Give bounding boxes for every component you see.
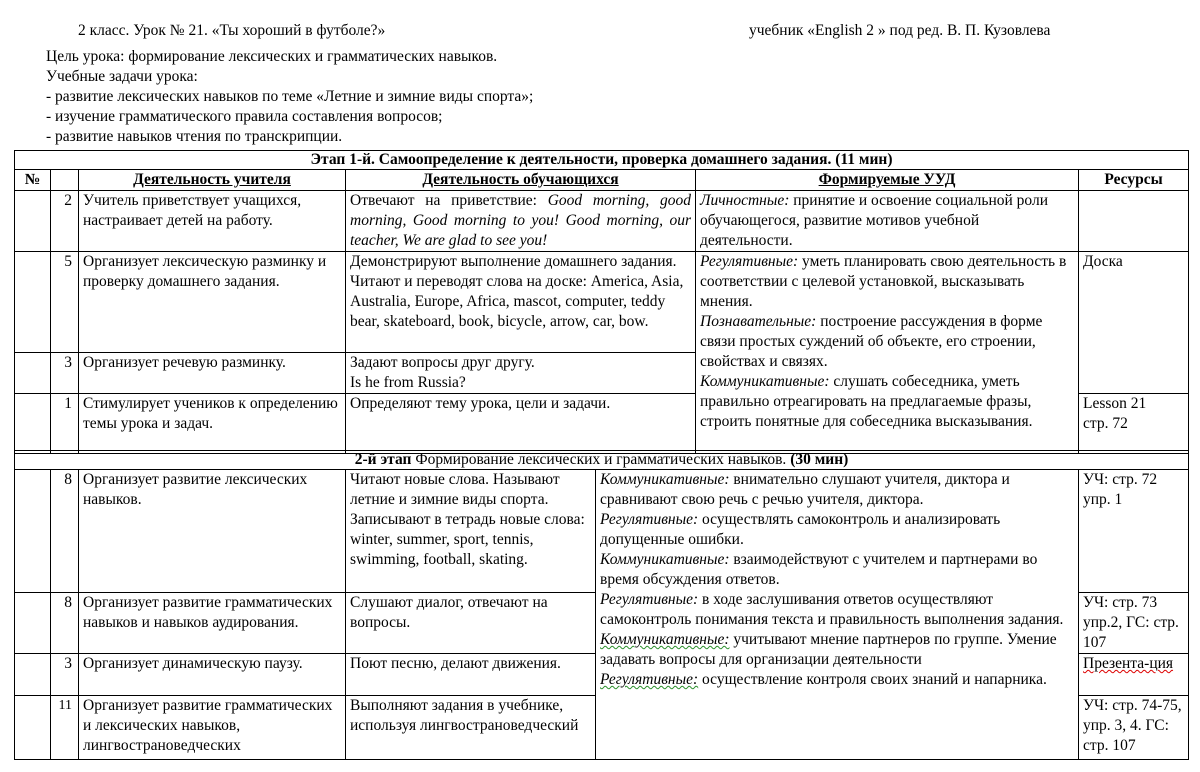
uud-label: Коммуникативные: bbox=[600, 631, 730, 648]
student-activity: Слушают диалог, отвечают на вопросы. bbox=[346, 593, 596, 654]
uud-text: уметь планировать свою деятельность в соответствии с целевой установкой, высказывать мнения. bbox=[700, 253, 1067, 310]
uud-personal bbox=[696, 191, 1079, 252]
uud-text: слушать собеседника, уметь правильно отреагировать на предлагаемые фразы, строить понятные для собеседника высказывания. bbox=[700, 373, 1033, 430]
student-activity: Демонстрируют выполнение домашнего задания. Читают и переводят слова на доске: America, Asia, Australia, Europe, Africa, mascot, computer, teddy bear, skateboard, book, bicycle, arrow, car, bow. bbox=[346, 252, 696, 353]
resource bbox=[1079, 394, 1189, 454]
col-uud: Формируемые УУД bbox=[696, 170, 1079, 191]
minutes: 3 bbox=[51, 353, 79, 394]
uud-label: Регулятивные: bbox=[700, 253, 799, 270]
stage2-time: (30 мин) bbox=[790, 451, 849, 468]
lesson-goal: Цель урока: формирование лексических и грамматических навыков. bbox=[46, 48, 498, 65]
uud-text: внимательно слушают учителя, диктора и сравнивают свою речь с речью учителя, диктора. bbox=[600, 471, 1010, 508]
uud-group bbox=[696, 252, 1079, 454]
student-text: Задают вопросы друг другу. bbox=[350, 354, 535, 371]
resource: Презента-ция bbox=[1079, 654, 1189, 696]
uud-text: осуществление контроля своих знаний и напарника. bbox=[698, 671, 1047, 688]
stage2-name: Формирование лексических и грамматических навыков. bbox=[411, 451, 791, 468]
teacher-text: Организует развитие грамматических и лексических навыков, лингвострановедческих bbox=[83, 697, 333, 754]
student-activity: Выполняют задания в учебнике, используя лингвострановедческий bbox=[346, 696, 596, 760]
stage1-table bbox=[14, 150, 1189, 454]
uud-text: принятие и освоение социальной роли обучающегося, развитие мотивов учебной деятельности. bbox=[700, 192, 1048, 249]
task-item: - изучение грамматического правила составления вопросов; bbox=[46, 108, 443, 125]
col-resources: Ресурсы bbox=[1079, 170, 1189, 191]
student-activity: Читают новые слова. Называют летние и зимние виды спорта. Записывают в тетрадь новые слова: winter, summer, sport, tennis, swimming, football, skating. bbox=[346, 470, 596, 593]
lesson-title: 2 класс. Урок № 21. «Ты хороший в футболе?» bbox=[78, 22, 386, 39]
uud-label: Регулятивные: bbox=[600, 671, 699, 688]
col-number: № bbox=[15, 170, 51, 191]
minutes: 11 bbox=[51, 696, 79, 760]
minutes: 1 bbox=[51, 394, 79, 454]
uud-text: осуществлять самоконтроль и анализировать допущенные ошибки. bbox=[600, 511, 1001, 548]
teacher-activity: Организует речевую разминку. bbox=[79, 353, 346, 394]
teacher-activity: Организует лексическую разминку и проверку домашнего задания. bbox=[79, 252, 346, 353]
minutes: 8 bbox=[51, 470, 79, 593]
uud-text: построение рассуждения в форме связи простых суждений об объекте, его строении, свойствах и связях. bbox=[700, 313, 1043, 370]
table-row bbox=[15, 470, 1189, 593]
stage2-title bbox=[15, 451, 1189, 470]
teacher-activity bbox=[79, 696, 346, 760]
student-activity bbox=[346, 191, 696, 252]
uud-label: Регулятивные: bbox=[600, 591, 699, 608]
uud-label: Коммуникативные: bbox=[700, 373, 830, 390]
uud-text: учитывают мнение партнеров по группе. Умение задавать вопросы для организации деятельности bbox=[600, 631, 1057, 668]
student-text: Отвечают на приветствие: bbox=[350, 192, 548, 209]
uud-group bbox=[596, 470, 1079, 760]
resource-text: Lesson 21 bbox=[1083, 395, 1147, 412]
uud-label: Познавательные: bbox=[700, 313, 817, 330]
task-item: - развитие навыков чтения по транскрипции. bbox=[46, 128, 343, 145]
uud-label: Коммуникативные: bbox=[600, 471, 730, 488]
resource: Доска bbox=[1079, 252, 1189, 394]
col-teacher: Деятельность учителя bbox=[79, 170, 346, 191]
greeting-text: Good morning, good morning, Good morning to you! Good morning, our teacher, We are glad to see you! bbox=[350, 192, 691, 249]
minutes: 5 bbox=[51, 252, 79, 353]
stage1-title: Этап 1-й. Самоопределение к деятельности, проверка домашнего задания. (11 мин) bbox=[15, 151, 1189, 170]
task-item: - развитие лексических навыков по теме «Летние и зимние виды спорта»; bbox=[46, 88, 534, 105]
teacher-activity: Организует динамическую паузу. bbox=[79, 654, 346, 696]
tasks-heading: Учебные задачи урока: bbox=[46, 68, 198, 85]
student-activity bbox=[346, 353, 696, 394]
resource-text: стр. 72 bbox=[1083, 415, 1128, 432]
uud-label: Регулятивные: bbox=[600, 511, 699, 528]
uud-text: в ходе заслушивания ответов осуществляют самоконтроль понимания текста и правильность выполнения задания. bbox=[600, 591, 1064, 628]
stage2-table bbox=[14, 450, 1189, 760]
stage2-label: 2-й этап bbox=[354, 451, 412, 468]
resource: УЧ: стр. 74-75, упр. 3, 4. ГС: стр. 107 bbox=[1079, 696, 1189, 760]
teacher-activity: Учитель приветствует учащихся, настраивает детей на работу. bbox=[79, 191, 346, 252]
student-text: Is he from Russia? bbox=[350, 374, 466, 391]
minutes: 3 bbox=[51, 654, 79, 696]
col-students: Деятельность обучающихся bbox=[346, 170, 696, 191]
resource: УЧ: стр. 72 упр. 1 bbox=[1079, 470, 1189, 593]
uud-label: Личностные: bbox=[700, 192, 790, 209]
teacher-activity: Организует развитие грамматических навыков и навыков аудирования. bbox=[79, 593, 346, 654]
uud-label: Коммуникативные: bbox=[600, 551, 730, 568]
table-row bbox=[15, 191, 1189, 252]
textbook-info: учебник «English 2 » под ред. В. П. Кузовлева bbox=[749, 22, 1051, 39]
teacher-activity: Организует развитие лексических навыков. bbox=[79, 470, 346, 593]
resource: УЧ: стр. 73 упр.2, ГС: стр. 107 bbox=[1079, 593, 1189, 654]
lesson-intro bbox=[46, 47, 533, 147]
uud-text: взаимодействуют с учителем и партнерами во время обсуждения ответов. bbox=[600, 551, 1038, 588]
minutes: 8 bbox=[51, 593, 79, 654]
student-activity: Поют песню, делают движения. bbox=[346, 654, 596, 696]
minutes: 2 bbox=[51, 191, 79, 252]
teacher-activity: Стимулирует учеников к определению темы урока и задач. bbox=[79, 394, 346, 454]
col-minutes bbox=[51, 170, 79, 191]
student-activity: Определяют тему урока, цели и задачи. bbox=[346, 394, 696, 454]
table-row bbox=[15, 252, 1189, 353]
